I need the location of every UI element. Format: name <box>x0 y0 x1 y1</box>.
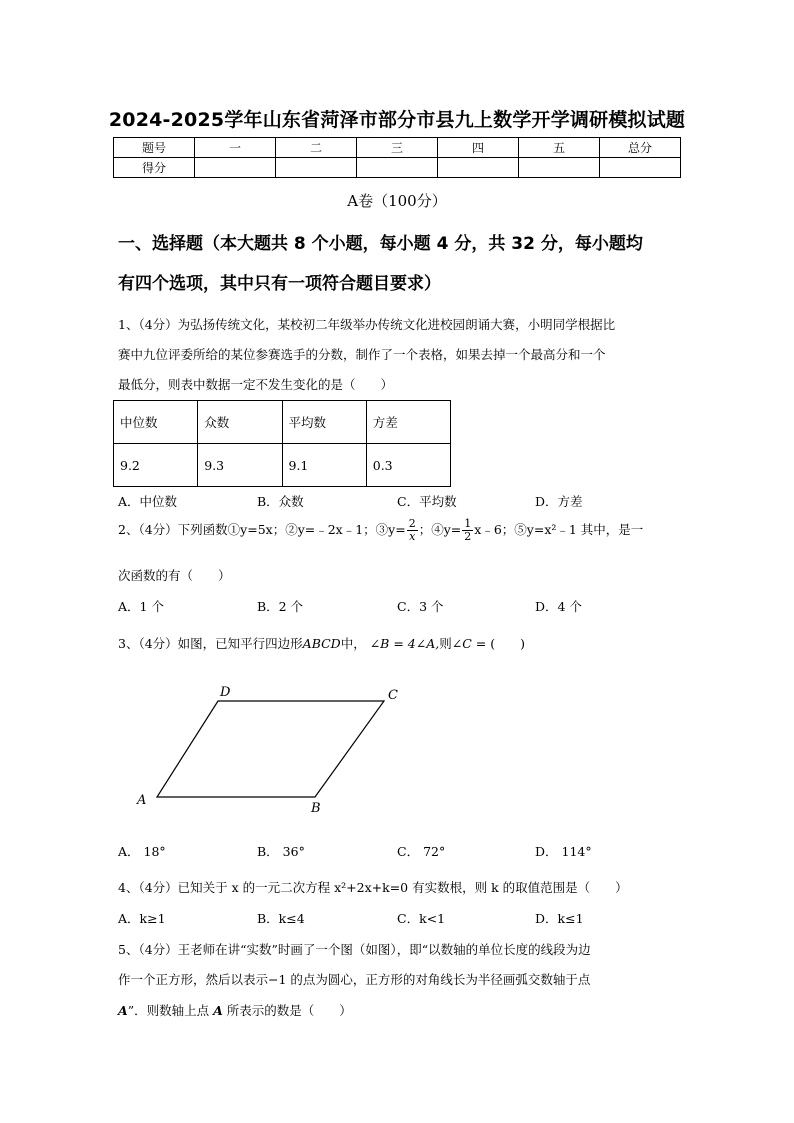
q1-stats-value: 0.3 <box>366 444 450 487</box>
q2-mid: ；④y= <box>418 522 462 537</box>
q3-option-a[interactable] <box>118 842 166 860</box>
q3-option-c-letter: C． <box>397 844 420 859</box>
score-cell[interactable] <box>357 158 438 178</box>
score-cell[interactable] <box>195 158 276 178</box>
score-cell[interactable] <box>438 158 519 178</box>
score-table-score-row <box>114 158 681 178</box>
q5-line3 <box>118 1001 352 1019</box>
q1-option-a[interactable]: A．中位数 <box>118 494 178 509</box>
q3-option-d-value: 114° <box>561 844 592 859</box>
q4-option-a[interactable]: A．k≥1 <box>118 911 166 926</box>
q3-mid1: 中， <box>340 636 366 651</box>
q3-suffix: ( ) <box>490 636 525 651</box>
q2-option-b[interactable]: B．2 个 <box>257 599 304 614</box>
part1-heading-line2: 有四个选项，其中只有一项符合题目要求） <box>118 274 441 294</box>
q2-fraction-1-over-2 <box>462 518 473 543</box>
parallelogram-abcd <box>157 701 384 797</box>
q4-text: 4、（4分）已知关于 x 的一元二次方程 x²+2x+k=0 有实数根，则 k 的取值范围是（ ） <box>118 880 628 895</box>
vertex-label-a: A <box>137 793 147 808</box>
score-header-cell: 题号 <box>114 138 195 158</box>
q3-mid2: 则 <box>439 636 452 651</box>
q4-option-c[interactable]: C．k<1 <box>397 911 446 926</box>
score-row-label: 得分 <box>114 158 195 178</box>
score-header-cell: 四 <box>438 138 519 158</box>
q3-option-b[interactable] <box>257 842 305 860</box>
q5-point-a-prime: A <box>118 1003 128 1018</box>
q2-fraction1-numerator: 2 <box>408 517 416 530</box>
score-cell[interactable] <box>519 158 600 178</box>
score-table <box>113 137 681 178</box>
q3-ask: ∠C = <box>451 636 487 651</box>
q2-fraction2-numerator: 1 <box>464 517 472 530</box>
q1-stats-value: 9.1 <box>282 444 366 487</box>
q1-stats-table <box>113 400 451 487</box>
q2-line1 <box>118 518 643 543</box>
q3-option-a-letter: A． <box>118 844 140 859</box>
q3-option-c[interactable] <box>397 842 445 860</box>
q4-option-b[interactable]: B．k≤4 <box>257 911 305 926</box>
q2-line2: 次函数的有（ ） <box>118 568 231 583</box>
score-header-cell: 二 <box>276 138 357 158</box>
score-header-cell: 总分 <box>600 138 681 158</box>
q2-option-c[interactable]: C．3 个 <box>397 599 444 614</box>
score-header-cell: 五 <box>519 138 600 158</box>
vertex-label-d: D <box>220 685 231 700</box>
q2-fraction1-denominator: x <box>409 530 416 543</box>
q3-option-d[interactable] <box>535 842 592 860</box>
q2-prefix: 2、（4分）下列函数①y=5x；②y=﹣2x﹣1；③y= <box>118 522 406 537</box>
exam-title: 2024-2025学年山东省菏泽市部分市县九上数学开学调研模拟试题 <box>108 109 686 131</box>
q2-fraction2-denominator: 2 <box>464 530 472 543</box>
q3-option-b-letter: B． <box>257 844 279 859</box>
q3-option-b-value: 36° <box>282 844 305 859</box>
section-a-heading: A卷（100分） <box>347 192 447 210</box>
q2-fraction-2-over-x <box>407 518 418 543</box>
q5-point-a: A <box>213 1003 223 1018</box>
q1-option-d[interactable]: D．方差 <box>535 494 583 509</box>
q3-option-c-value: 72° <box>423 844 446 859</box>
q4-option-d[interactable]: D．k≤1 <box>535 911 584 926</box>
q3-prefix: 3、（4分）如图，已知平行四边形 <box>118 636 303 651</box>
q2-option-d[interactable]: D．4 个 <box>535 599 582 614</box>
q1-stats-value-row <box>114 444 451 487</box>
score-table-header-row <box>114 138 681 158</box>
part1-heading-line1: 一、选择题（本大题共 8 个小题，每小题 4 分，共 32 分，每小题均 <box>118 234 643 254</box>
q5-line3-b: ”．则数轴上点 <box>127 1003 210 1018</box>
q5-line1: 5、（4分）王老师在讲“实数”时画了一个图（如图），即“以数轴的单位长度的线段为边 <box>118 942 591 957</box>
parallelogram-figure <box>130 680 410 820</box>
q3-shape-name: ABCD <box>302 636 341 651</box>
q1-stats-header: 中位数 <box>114 401 198 444</box>
score-header-cell: 一 <box>195 138 276 158</box>
q1-line3: 最低分，则表中数据一定不发生变化的是（ ） <box>118 377 394 392</box>
q1-line2: 赛中九位评委所给的某位参赛选手的分数，制作了一个表格，如果去掉一个最高分和一个 <box>118 347 606 362</box>
q2-option-a[interactable]: A．1 个 <box>118 599 164 614</box>
vertex-label-c: C <box>388 688 398 703</box>
q5-line3-d: 所表示的数是（ ） <box>226 1003 352 1018</box>
q1-stats-header-row <box>114 401 451 444</box>
score-cell[interactable] <box>276 158 357 178</box>
q1-option-b[interactable]: B．众数 <box>257 494 304 509</box>
q3-condition: ∠B = 4∠A, <box>369 636 440 651</box>
q5-line2: 作一个正方形，然后以表示−1 的点为圆心，正方形的对角线长为半径画弧交数轴于点 <box>118 972 591 987</box>
q1-stats-header: 众数 <box>198 401 282 444</box>
q3-option-a-value: 18° <box>143 844 166 859</box>
q1-stats-header: 平均数 <box>282 401 366 444</box>
q3-line1 <box>118 634 525 652</box>
q1-stats-value: 9.2 <box>114 444 198 487</box>
q1-line1: 1、（4分）为弘扬传统文化，某校初二年级举办传统文化进校园朗诵大赛，小明同学根据比 <box>118 317 616 332</box>
q3-option-d-letter: D． <box>535 844 558 859</box>
vertex-label-b: B <box>311 801 321 816</box>
q1-option-c[interactable]: C．平均数 <box>397 494 457 509</box>
score-cell[interactable] <box>600 158 681 178</box>
q1-stats-header: 方差 <box>366 401 450 444</box>
q2-suffix: x﹣6；⑤y=x²﹣1 其中，是一 <box>474 522 644 537</box>
q1-stats-value: 9.3 <box>198 444 282 487</box>
score-header-cell: 三 <box>357 138 438 158</box>
